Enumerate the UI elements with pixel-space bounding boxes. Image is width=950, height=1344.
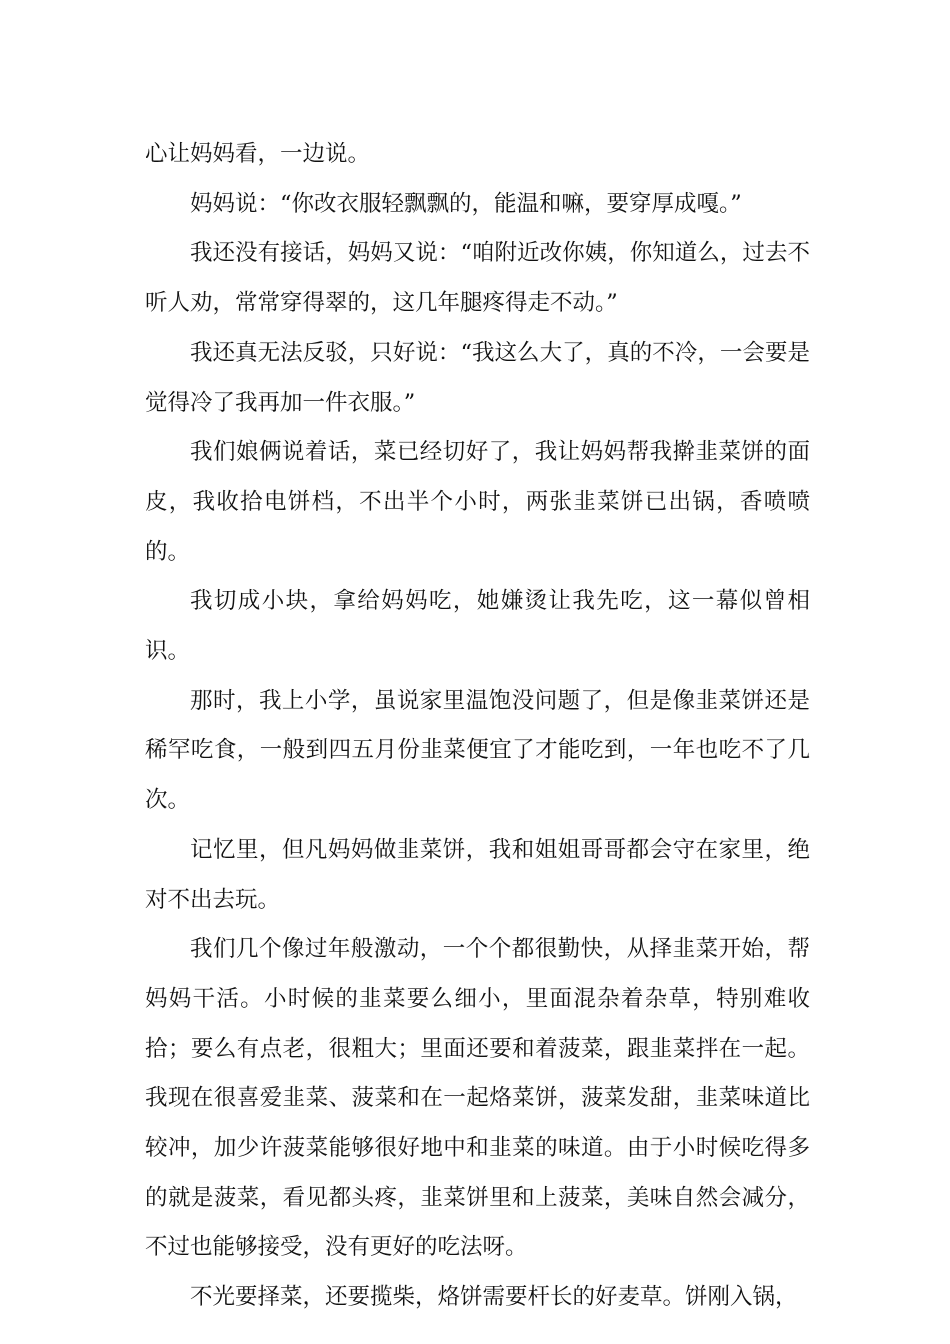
paragraph-6: 我切成小块，拿给妈妈吃，她嫌烫让我先吃，这一幕似曾相识。 (145, 588, 810, 665)
paragraph-3: 我还没有接话，妈妈又说：“咱附近改你姨，你知道么，过去不听人劝，常常穿得翠的，这几年腿疼得走不动。” (145, 240, 810, 317)
paragraph-7: 那时，我上小学，虽说家里温饱没问题了，但是像韭菜饼还是稀罕吃食，一般到四五月份韭菜便宜了才能吃到，一年也吃不了几次。 (145, 687, 810, 814)
paragraph-2: 妈妈说：“你改衣服轻飘飘的，能温和嘛，要穿厚成嘎。” (190, 190, 742, 217)
paragraph-9: 我们几个像过年般激动，一个个都很勤快，从择韭菜开始，帮妈妈干活。小时候的韭菜要么细小，里面混杂着杂草，特别难收拾；要么有点老，很粗大；里面还要和着菠菜，跟韭菜拌在一起。我现在很喜爱韭菜、菠菜和在一起烙菜饼，菠菜发甜，韭菜味道比较冲，加少许菠菜能够很好地中和韭菜的味道。由于小时候吃得多的就是菠菜，看见都头疼，韭菜饼里和上菠菜，美味自然会减分，不过也能够接受，没有更好的吃法呀。 (145, 936, 810, 1261)
paragraph-10: 不光要择菜，还要揽柴，烙饼需要杆长的好麦草。饼刚入锅， (190, 1284, 798, 1311)
paragraph-1: 心让妈妈看，一边说。 (145, 141, 371, 167)
paragraph-5: 我们娘俩说着话，菜已经切好了，我让妈妈帮我擀韭菜饼的面皮，我收拾电饼档，不出半个小时，两张韭菜饼已出锅，香喷喷的。 (145, 439, 810, 565)
paragraph-8: 记忆里，但凡妈妈做韭菜饼，我和姐姐哥哥都会守在家里，绝对不出去玩。 (145, 836, 810, 913)
paragraph-4: 我还真无法反驳，只好说：“我这么大了，真的不冷，一会要是觉得冷了我再加一件衣服。” (145, 339, 810, 416)
document-body (145, 130, 810, 1323)
